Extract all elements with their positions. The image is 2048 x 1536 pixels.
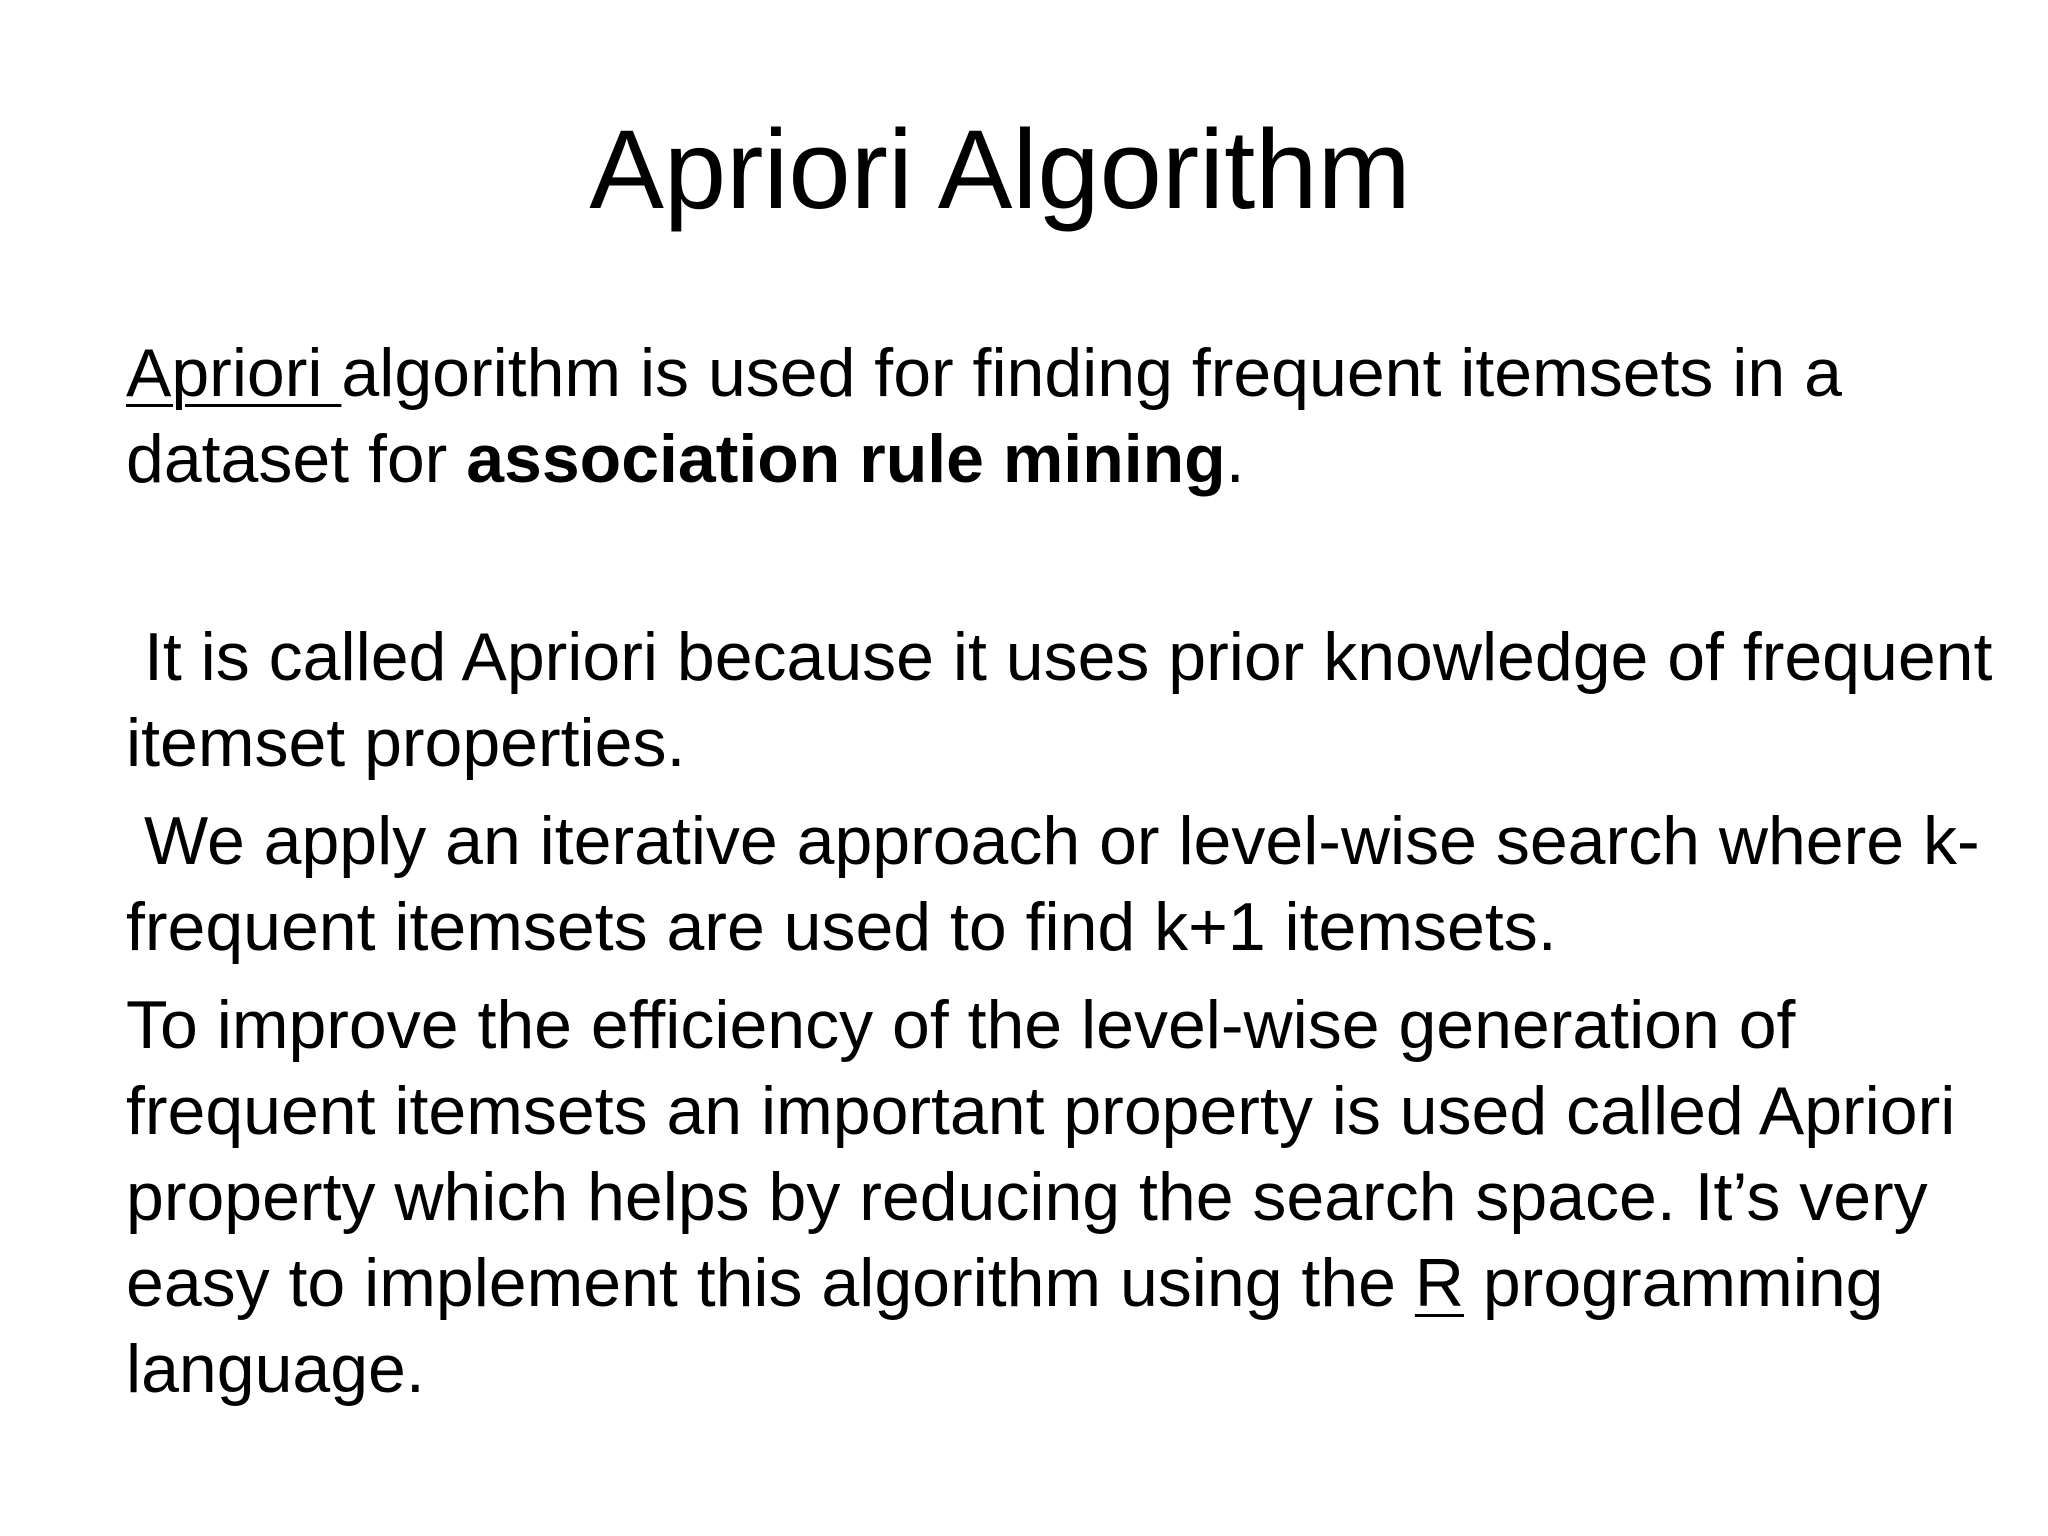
slide-title: Apriori Algorithm	[589, 107, 1411, 232]
definition-text: algorithm is used for finding frequent itemsets in a dataset for	[126, 335, 1842, 497]
slide-body	[126, 330, 2006, 1412]
r-language-link[interactable]: R	[1414, 1245, 1464, 1321]
definition-ending: .	[1225, 421, 1245, 497]
association-rule-mining-term: association rule mining	[466, 421, 1226, 497]
iterative-approach-text: We apply an iterative approach or level-wise search where k-frequent itemsets are used to find k+1 itemsets.	[126, 803, 1980, 965]
apriori-property-text: To improve the efficiency of the level-wise generation of frequent itemsets an important property is used called Apriori property which helps by reducing the search space. It’s very easy to implement this algorithm using the	[126, 987, 1956, 1321]
apriori-link[interactable]: Apriori	[126, 335, 342, 411]
paragraph-name-origin	[126, 614, 2006, 786]
apriori-property-ending: language.	[126, 1331, 425, 1407]
paragraph-apriori-property	[126, 982, 2006, 1412]
name-origin-text: It is called Apriori because it uses prior knowledge of frequent itemset properties.	[126, 619, 1993, 781]
programming-text: programming	[1463, 1245, 1884, 1321]
paragraph-definition	[126, 330, 2006, 502]
paragraph-iterative-approach	[126, 798, 2006, 970]
